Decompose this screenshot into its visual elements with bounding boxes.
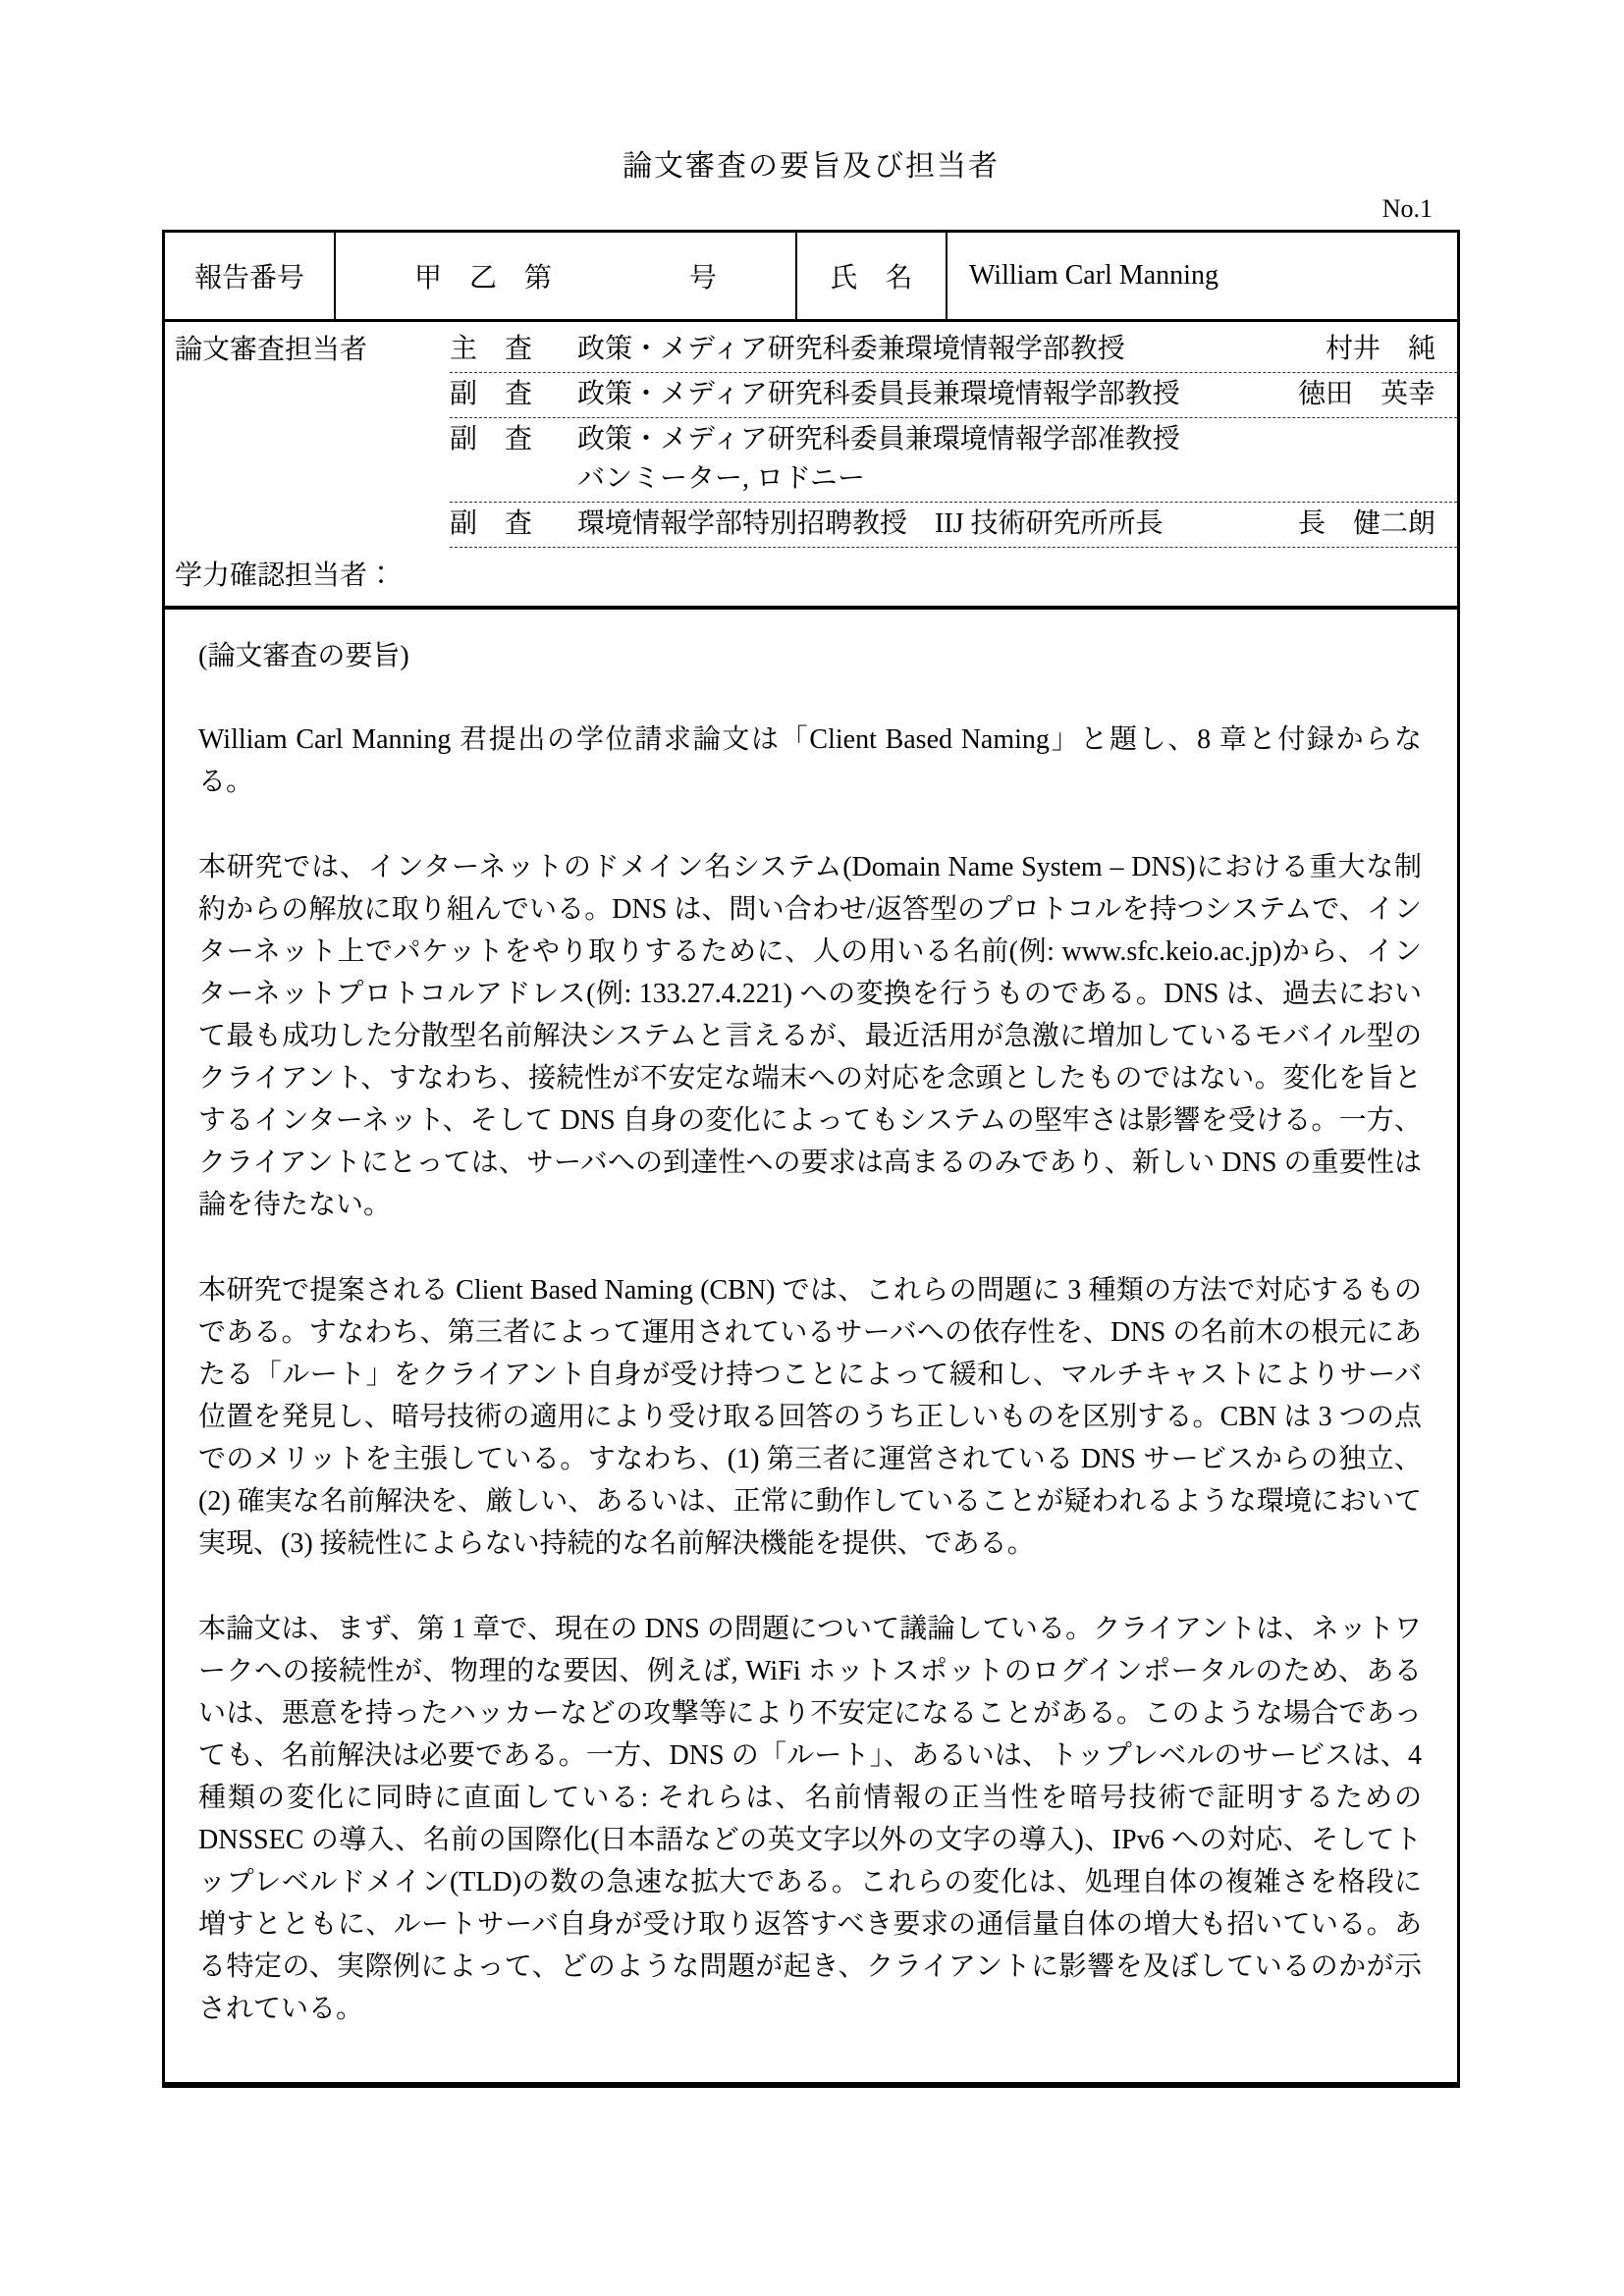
page-number: No.1: [1381, 194, 1433, 223]
member-name: 村井 純: [1325, 334, 1435, 364]
committee-member-row: [450, 418, 1457, 503]
review-paragraph: 本研究で提案される Client Based Naming (CBN) では、これらの問題に 3 種類の方法で対応するものである。すなわち、第三者によって運用されているサーバへの依存性を、DNS の名前木の根元にあたる「ルート」をクライアント自身が受け持つことによって緩和し、マルチキャストによりサーバ位置を発見し、暗号技術の適用により受け取る回答のうち正しいものを区別する。CBN は 3 つの点でのメリットを主張している。すなわち、(1) 第三者に運営されている DNS サービスからの独立、(2) 確実な名前解決を、厳しい、あるいは、正常に動作していることが疑われるような環境において実現、(3) 接続性によらない持続的な名前解決機能を提供、である。: [198, 1275, 1422, 1559]
committee-section: [165, 322, 1457, 610]
member-role: 副 査: [450, 424, 533, 454]
member-title: 政策・メディア研究科委兼環境情報学部教授: [577, 334, 1125, 364]
report-no-label-cell: 報告番号: [165, 233, 336, 319]
page-title: 論文審査の要旨及び担当者: [623, 150, 1000, 183]
academic-check-row: [175, 548, 1457, 606]
committee-member-row: [450, 503, 1457, 548]
member-name: 長 健二朗: [1297, 508, 1435, 539]
name-label-cell: 氏 名: [797, 233, 947, 319]
committee-member-list: [450, 328, 1457, 548]
review-body-cell: [165, 610, 1457, 2082]
committee-member-row: [450, 373, 1457, 418]
member-title: 政策・メディア研究科委員長兼環境情報学部教授: [577, 379, 1180, 409]
committee-rows: [175, 328, 1457, 548]
review-paragraph: 本論文は、まず、第 1 章で、現在の DNS の問題について議論している。クライアントは、ネットワークへの接続性が、物理的な要因、例えば, WiFi ホットスポットのログインポータルのため、あるいは、悪意を持ったハッカーなどの攻撃等により不安定になることがある。このような場合であっても、名前解決は必要である。一方、DNS の「ルート」、あるいは、トップレベルのサービスは、4 種類の変化に同時に直面している: それらは、名前情報の正当性を暗号技術で証明するための DNSSEC の導入、名前の国際化(日本語などの英文字以外の文字の導入)、IPv6 への対応、そしてトップレベルドメイン(TLD)の数の急速な拡大である。これらの変化は、処理自体の複雑さを格段に増すとともに、ルートサーバ自身が受け取り返答すべき要求の通信量自体の増大も招いている。ある特定の、実際例によって、どのような問題が起き、クライアントに影響を及ぼしているのかが示されている。: [198, 1614, 1422, 2024]
committee-member-row: [450, 328, 1457, 373]
member-role: 主 査: [450, 334, 533, 364]
member-role: 副 査: [450, 508, 533, 539]
report-no-value-cell: 甲 乙 第 号: [336, 233, 797, 319]
review-heading: (論文審査の要旨): [198, 641, 409, 671]
report-header-row: [165, 233, 1457, 322]
member-title: 環境情報学部特別招聘教授 IIJ 技術研究所所長: [577, 508, 1164, 539]
academic-check-label: 学力確認担当者：: [175, 561, 396, 591]
member-role: 副 査: [450, 379, 533, 409]
member-title: 政策・メディア研究科委員兼環境情報学部准教授: [577, 424, 1180, 454]
name-value-cell: William Carl Manning: [969, 260, 1218, 291]
member-name: 徳田 英幸: [1297, 379, 1435, 409]
committee-section-label: 論文審査担当者: [175, 335, 368, 365]
review-paragraph: 本研究では、インターネットのドメイン名システム(Domain Name System – DNS)における重大な制約からの解放に取り組んでいる。DNS は、問い合わせ/返答型のプロトコルを持つシステムで、インターネット上でパケットをやり取りするために、人の用いる名前(例: www.sfc.keio.ac.jp)から、インターネットプロトコルアドレス(例: 133.27.4.221) への変換を行うものである。DNS は、過去において最も成功した分散型名前解決システムと言えるが、最近活用が急激に増加しているモバイル型のクライアント、すなわち、接続性が不安定な端末への対応を念頭としたものではない。変化を旨とするインターネット、そして DNS 自身の変化によってもシステムの堅牢さは影響を受ける。一方、クライアントにとっては、サーバへの到達性への要求は高まるのみであり、新しい DNS の重要性は論を待たない。: [198, 852, 1422, 1220]
review-paragraph: William Carl Manning 君提出の学位請求論文は「Client Based Naming」と題し、8 章と付録からなる。: [198, 724, 1422, 797]
member-name: バンミーター, ロドニー: [577, 463, 865, 494]
report-table: [162, 230, 1460, 2088]
